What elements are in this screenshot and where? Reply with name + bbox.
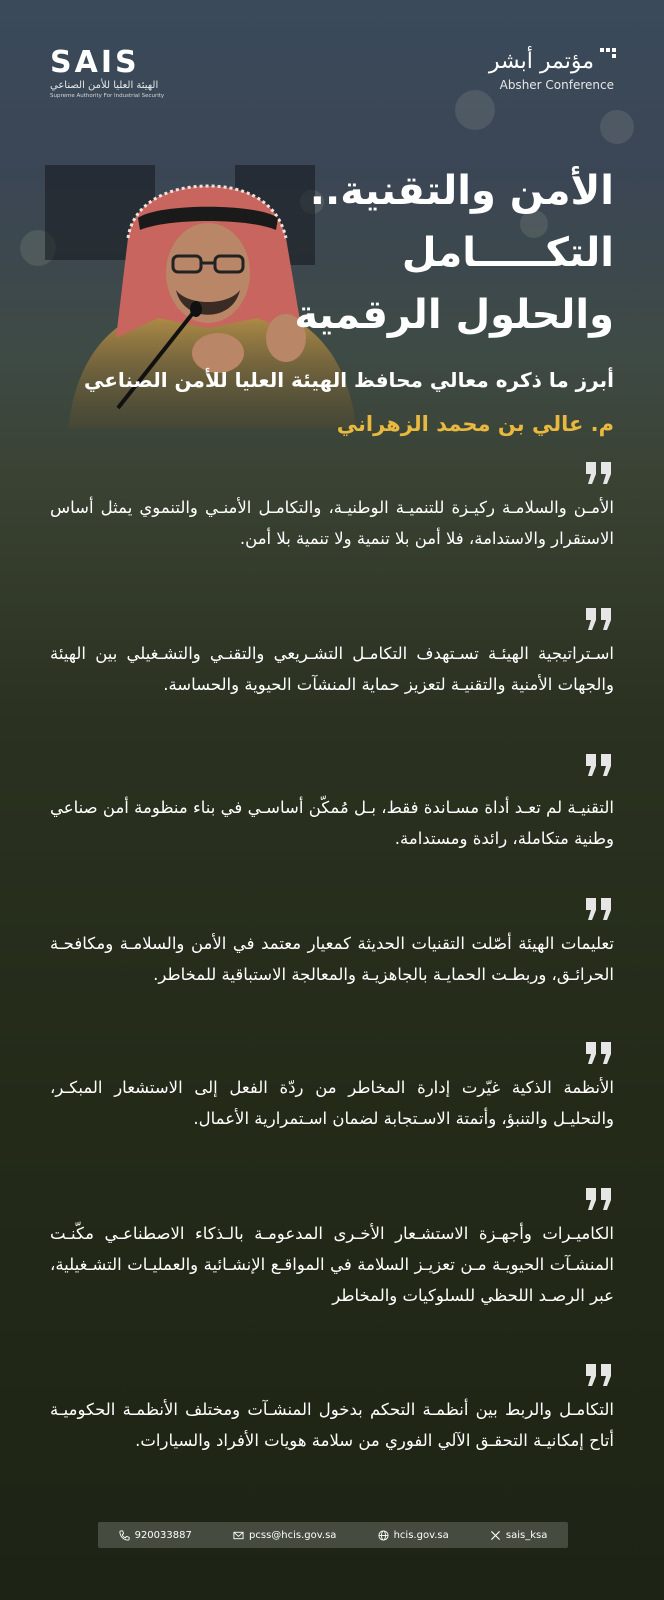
quote-mark-icon [584, 1364, 614, 1386]
quote-mark-icon [584, 898, 614, 920]
quote-mark-icon [584, 754, 614, 776]
footer-email[interactable] [233, 1530, 336, 1541]
headline-line-3: والحلول الرقمية [294, 292, 614, 338]
quote-mark-icon [584, 608, 614, 630]
absher-mark-icon [600, 48, 616, 64]
footer-phone[interactable] [119, 1530, 192, 1541]
quote-mark-icon [584, 1188, 614, 1210]
sais-logo-english: Supreme Authority For Industrial Security [50, 93, 165, 99]
absher-logo-english: Absher Conference [499, 78, 614, 92]
globe-icon [378, 1530, 389, 1541]
phone-icon [119, 1530, 130, 1541]
quote-text: التكامـل والربط بين أنظمـة التحكم بدخول المنشـآت ومختلف الأنظمـة الحكوميـة أتاح إمكانيـة التحقـق الآلي الفوري من سلامة هويات الأفراد والسيارات. [50, 1400, 614, 1450]
quote-text: الكاميـرات وأجهـزة الاستشـعار الأخـرى المدعومـة بالـذكاء الاصطناعـي مكّنـت المنشـآت الحيويـة مـن تعزيـز السلامة في المواقـع الإنشـائية والعمليـات التشـغيلية، عبر الرصـد اللحظي للسلوكيات والمخاطر [50, 1224, 614, 1305]
bokeh-light [600, 110, 634, 144]
absher-logo-arabic: مؤتمر أبشر [488, 49, 594, 74]
contact-footer [98, 1522, 568, 1548]
quote-text: تعليمات الهيئة أصّلت التقنيات الحديثة كمعيار معتمد في الأمن والسلامـة ومكافحـة الحرائـق، وربطـت الحمايـة بالجاهزيـة والمعالجة الاستباقية للمخاطر. [50, 934, 614, 984]
speaker-name: م. عالي بن محمد الزهراني [336, 412, 614, 436]
headline [194, 160, 614, 346]
quote-text: التقنيـة لم تعـد أداة مسـاندة فقط، بـل مُمكّن أساسـي في بناء منظومة أمن صناعي وطنية متكاملة، رائدة ومستدامة. [50, 798, 614, 848]
sais-logo [50, 45, 165, 99]
quote-mark-icon [584, 462, 614, 484]
quote-text: الأنظمة الذكية غيّرت إدارة المخاطر من ردّة الفعل إلى الاستشعار المبكـر، والتحليـل والتنبؤ، وأتمتة الاسـتجابة لضمان اسـتمرارية الأعمال. [50, 1078, 614, 1128]
headline-line-2: التكـــــامل [401, 230, 614, 276]
subtitle: أبرز ما ذكره معالي محافظ الهيئة العليا للأمن الصناعي [83, 368, 614, 392]
absher-conference-logo [489, 48, 614, 92]
footer-twitter-text: sais_ksa [505, 1529, 548, 1541]
sais-logo-arabic: الهيئة العليا للأمن الصناعي [50, 80, 159, 91]
headline-line-1: الأمن والتقنية.. [309, 168, 614, 214]
footer-website[interactable] [378, 1530, 449, 1541]
footer-email-text: pcss@hcis.gov.sa [249, 1529, 337, 1541]
footer-phone-text: 920033887 [134, 1529, 192, 1541]
footer-twitter[interactable] [490, 1530, 547, 1541]
x-twitter-icon [490, 1530, 501, 1541]
email-icon [233, 1530, 244, 1541]
sais-logo-word: SAIS [50, 45, 140, 80]
footer-website-text: hcis.gov.sa [393, 1529, 449, 1541]
quote-text: اسـتراتيجية الهيئـة تسـتهدف التكامـل التشـريعي والتقنـي والتشـغيلي بين الهيئة والجهات الأمنية والتقنيـة لتعزيز حماية المنشآت الحيوية والحساسة. [50, 644, 614, 694]
quote-text: الأمـن والسلامـة ركيـزة للتنميـة الوطنيـة، والتكامـل الأمنـي والتنموي يمثل أساس الاستقرار والاستدامة، فلا أمن بلا تنمية ولا تنمية بلا أمن. [50, 498, 614, 548]
bokeh-light [455, 90, 495, 130]
quote-mark-icon [584, 1042, 614, 1064]
